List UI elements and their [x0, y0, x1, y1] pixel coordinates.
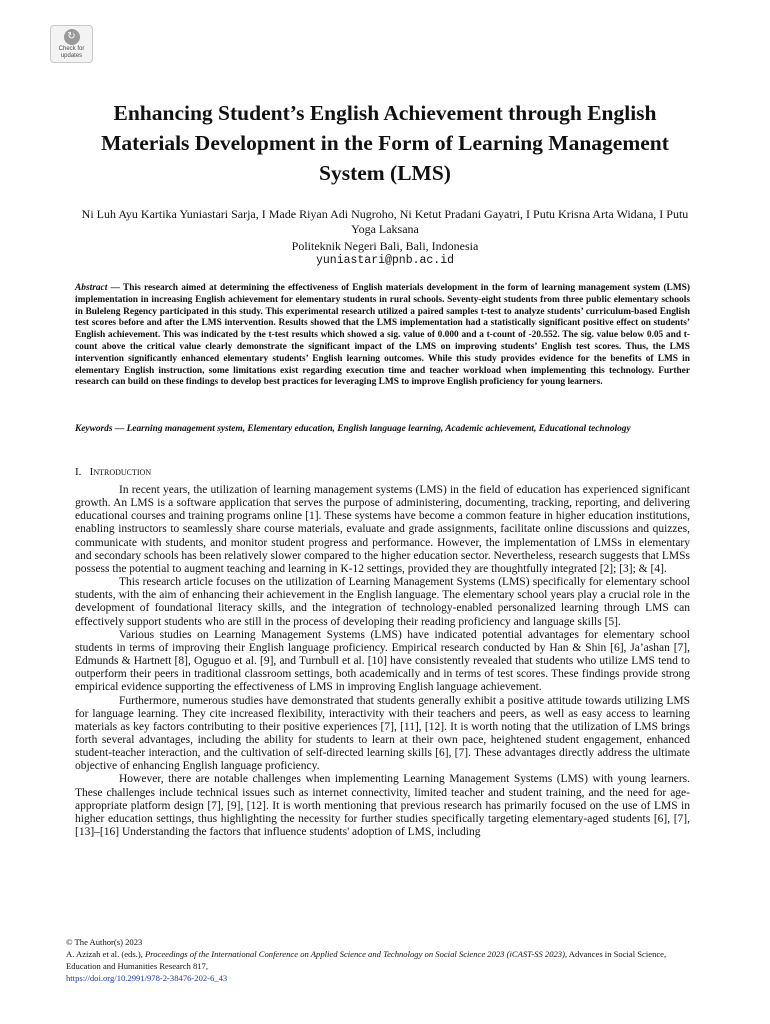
citation — [66, 948, 696, 972]
section-title: Introduction — [89, 466, 152, 478]
author-email: yuniastari@pnb.ac.id — [315, 254, 455, 267]
paragraph: This research article focuses on the utilization of Learning Management Systems (LMS) specifically for elementary school students, with the aim of enhancing their achievement in the English language. The elementary school years play a crucial role in the development of foundational literacy skills, and the integration of technology-enabled personalized learning through LMS can effectively support students who are still in the process of developing their reading proficiency and language skills [5]. — [75, 576, 690, 628]
paragraph: Various studies on Learning Management Systems (LMS) have indicated potential advantages for elementary school students in terms of improving their English language proficiency. Empirical research conducted by Han & Shin [6], Ja’ashan [7], Edmunds & Hartnett [8], Oguguo et al. [9], and Turnbull et al. [10] have consistently revealed that students who utilize LMS tend to outperform their peers in traditional classroom settings, both academically and in terms of test scores. These findings provide strong empirical evidence supporting the effectiveness of LMS in improving English language achievement. — [75, 628, 690, 694]
refresh-icon: ↻ — [64, 29, 80, 45]
body-text — [75, 484, 690, 839]
keywords-label: Keywords — [75, 424, 113, 434]
doi-link[interactable]: https://doi.org/10.2991/978-2-38476-202-6_43 — [66, 973, 228, 983]
citation-proceedings: Proceedings of the International Conference on Applied Science and Technology on Social Science 2023 (iCAST-SS 2023) — [144, 949, 565, 959]
section-heading — [75, 465, 151, 479]
citation-series: , Advances in Social Science, Education and Humanities Research 817, — [66, 949, 667, 971]
keywords-text: — Learning management system, Elementary education, English language learning, Academic achievement, Educational technology — [112, 424, 631, 434]
paragraph: However, there are notable challenges when implementing Learning Management Systems (LMS) with young learners. These challenges include technical issues such as internet connectivity, limited teacher and student training, and the need for age-appropriate platform design [7], [9], [12]. It is worth mentioning that previous research has primarily focused on the use of LMS in higher education settings, thus highlighting the necessity for further studies specifically targeting elementary-aged students [6], [7], [13]–[16] Understanding the factors that influence students' adoption of LMS, including — [75, 773, 690, 839]
paragraph: In recent years, the utilization of learning management systems (LMS) in the field of education has experienced significant growth. An LMS is a software application that serves the purpose of administering, documenting, tracking, reporting, and delivering educational courses and training programs online [1]. These systems have become a common feature in higher education institutions, enabling instructors to seamlessly share course materials, evaluate and grade assignments, facilitate online discussions and quizzes, communicate with students, and monitor student progress and performance. However, the implementation of LMSs in elementary and secondary schools has been relatively slower compared to the higher education sector. Nevertheless, research suggests that LMSs possess the potential to augment teaching and learning in K-12 settings, provided they are thoughtfully integrated [2]; [3]; & [4]. — [75, 484, 690, 575]
section-number: I. — [75, 466, 82, 478]
author-list: Ni Luh Ayu Kartika Yuniastari Sarja, I Made Riyan Adi Nugroho, Ni Ketut Pradani Gayatri, I Putu Krisna Arta Widana, I Putu Yoga Laksana — [81, 207, 689, 236]
copyright-notice: © The Author(s) 2023 — [66, 937, 143, 947]
abstract-text: — This research aimed at determining the effectiveness of English materials development in the form of learning management system (LMS) implementation in increasing English achievement for elementary students in rural schools. Seventy-eight students from three public elementary schools in Buleleng Regency participated in this study. This experimental research utilized a paired samples t-test to analyze students’ curriculum-based English test scores before and after the LMS intervention. Results showed that the LMS implementation had a statistically significant positive effect on students’ English achievement. This was indicated by the t-test results which showed a sig. value of 0.000 and a t-count of -20.552. The sig. value below 0.05 and t-count above the critical value clearly demonstrate the significant impact of the LMS on improving students’ English test scores. Thus, the LMS intervention significantly enhanced elementary students’ English learning outcomes. While this study provides evidence for the benefits of LMS in elementary English instruction, some limitations exist regarding execution time and teacher workload when implementing this technology. Further research can build on these findings to develop best practices for leveraging LMS to improve English proficiency for young learners. — [75, 283, 690, 388]
abstract — [75, 283, 690, 389]
citation-editors: A. Azizah et al. (eds.), — [66, 949, 145, 959]
keywords — [75, 424, 690, 436]
badge-label: Check for updates — [58, 46, 85, 59]
footer — [66, 936, 696, 984]
affiliation: Politeknik Negeri Bali, Bali, Indonesia — [291, 239, 479, 253]
paragraph: Furthermore, numerous studies have demonstrated that students generally exhibit a positive attitude towards utilizing LMS for language learning. They cite increased flexibility, interactivity with their teachers and peers, as well as easy access to learning materials as key factors contributing to their positive experiences [7], [11], [12]. It is worth noting that the utilization of LMS brings forth several advantages, including the ability for students to learn at their own pace, heightened student engagement, enhanced student-teacher interaction, and the cultivation of self-directed learning skills [6], [7]. These advantages directly address the ultimate objective of enhancing English language proficiency. — [75, 694, 690, 773]
paper-title: Enhancing Student’s English Achievement through English Materials Development in the Form of Learning Management System (LMS) — [101, 101, 669, 185]
check-for-updates-badge[interactable] — [50, 25, 93, 63]
abstract-label: Abstract — [75, 283, 108, 293]
